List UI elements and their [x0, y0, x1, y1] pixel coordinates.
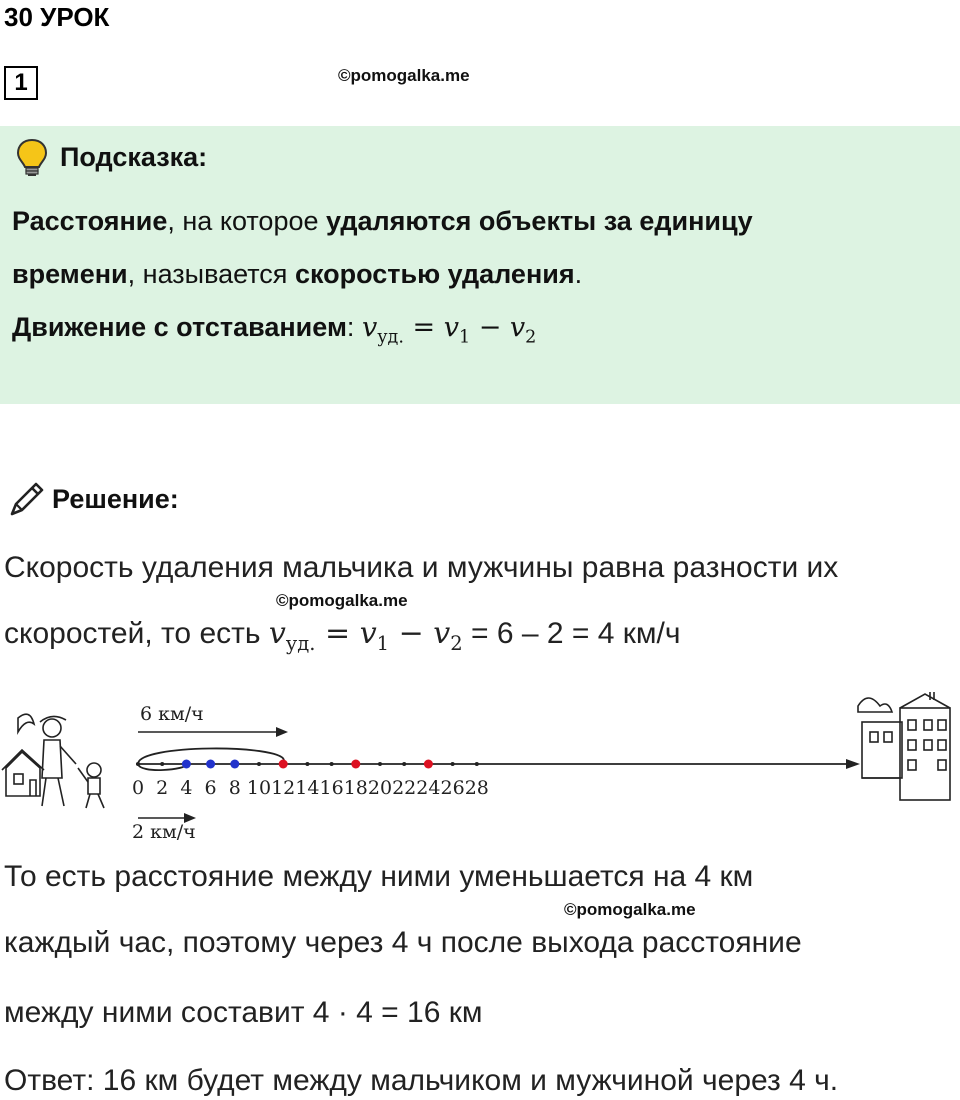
lightbulb-icon [14, 138, 50, 178]
watermark: ©pomogalka.me [276, 591, 408, 610]
solution-text: скоростей, то есть [4, 617, 269, 650]
blue-point [230, 760, 239, 769]
tick-label: 22 [392, 777, 417, 799]
solution-line-2 [4, 616, 681, 655]
tick-mark [451, 762, 455, 766]
red-point [351, 760, 360, 769]
tick-label: 4 [180, 777, 193, 799]
solution-line-1: Скорость удаления мальчика и мужчины равна разности их [4, 551, 839, 584]
pencil-icon [6, 478, 48, 520]
task-number: 1 [4, 66, 38, 100]
city-illustration [858, 692, 950, 800]
blue-point [182, 760, 191, 769]
tick-label: 20 [367, 777, 393, 799]
tick-label: 12 [271, 777, 296, 799]
watermark: ©pomogalka.me [564, 900, 696, 919]
hint-term: скоростью удаления [294, 259, 575, 289]
tick-mark [136, 762, 140, 766]
solution-text: = 6 – 2 = 4 км/ч [462, 617, 681, 650]
red-point [424, 760, 433, 769]
red-point [279, 760, 288, 769]
tick-mark [402, 762, 406, 766]
tick-label: 18 [343, 777, 368, 799]
hint-text: . [574, 259, 583, 289]
number-line-ticks [132, 760, 489, 800]
speed-label-top: 6 км/ч [140, 703, 204, 725]
solution-line-5: между ними составит 4 · 4 = 16 км [4, 996, 483, 1029]
blue-point [206, 760, 215, 769]
answer-line: Ответ: 16 км будет между мальчиком и мужчиной через 4 ч. [4, 1064, 839, 1097]
watermark: ©pomogalka.me [338, 66, 470, 85]
hint-term: удаляются объекты за единицу [326, 206, 753, 236]
tick-mark [475, 762, 479, 766]
tick-mark [330, 762, 334, 766]
solution-line-4: каждый час, поэтому через 4 ч после выхода расстояние [4, 926, 802, 959]
tick-label: 2 [156, 777, 169, 799]
tick-label: 6 [204, 777, 217, 799]
hint-title: Подсказка: [60, 142, 208, 172]
solution-line-3: То есть расстояние между ними уменьшается на 4 км [4, 860, 754, 893]
tick-label: 0 [131, 777, 145, 799]
hint-term: Движение с отставанием [12, 312, 347, 342]
hint-text: , на которое [167, 206, 326, 236]
tick-label: 24 [416, 777, 441, 799]
hint-text: , называется [127, 259, 295, 289]
hint-line-2 [12, 259, 582, 290]
solution-title: Решение: [52, 484, 179, 514]
tick-mark [160, 762, 164, 766]
tick-mark [305, 762, 309, 766]
hint-text: : [346, 312, 362, 342]
tick-mark [378, 762, 382, 766]
tick-label: 28 [464, 777, 489, 799]
axis-arrowhead [846, 759, 860, 769]
tick-label: 16 [319, 777, 344, 799]
hint-term: Расстояние [12, 206, 168, 236]
hint-line-3 [12, 312, 536, 347]
solution-formula: $v_{уд.} = v_1 - v_2$ [268, 616, 463, 655]
tick-label: 14 [295, 777, 320, 799]
speed-label-bottom: 2 км/ч [132, 821, 196, 843]
tick-label: 8 [228, 777, 241, 799]
lesson-title: 30 УРОК [4, 2, 110, 32]
number-line-figure [0, 688, 960, 848]
hint-term: времени [12, 259, 128, 289]
arrowhead [276, 727, 288, 737]
tick-mark [257, 762, 261, 766]
man-and-boy-illustration [18, 714, 104, 808]
hint-line-1 [12, 206, 753, 237]
house-illustration [2, 750, 44, 796]
tick-label: 10 [246, 777, 272, 799]
tick-label: 26 [440, 777, 465, 799]
hint-formula: $v_{уд.} = v_1 - v_2$ [361, 312, 537, 348]
